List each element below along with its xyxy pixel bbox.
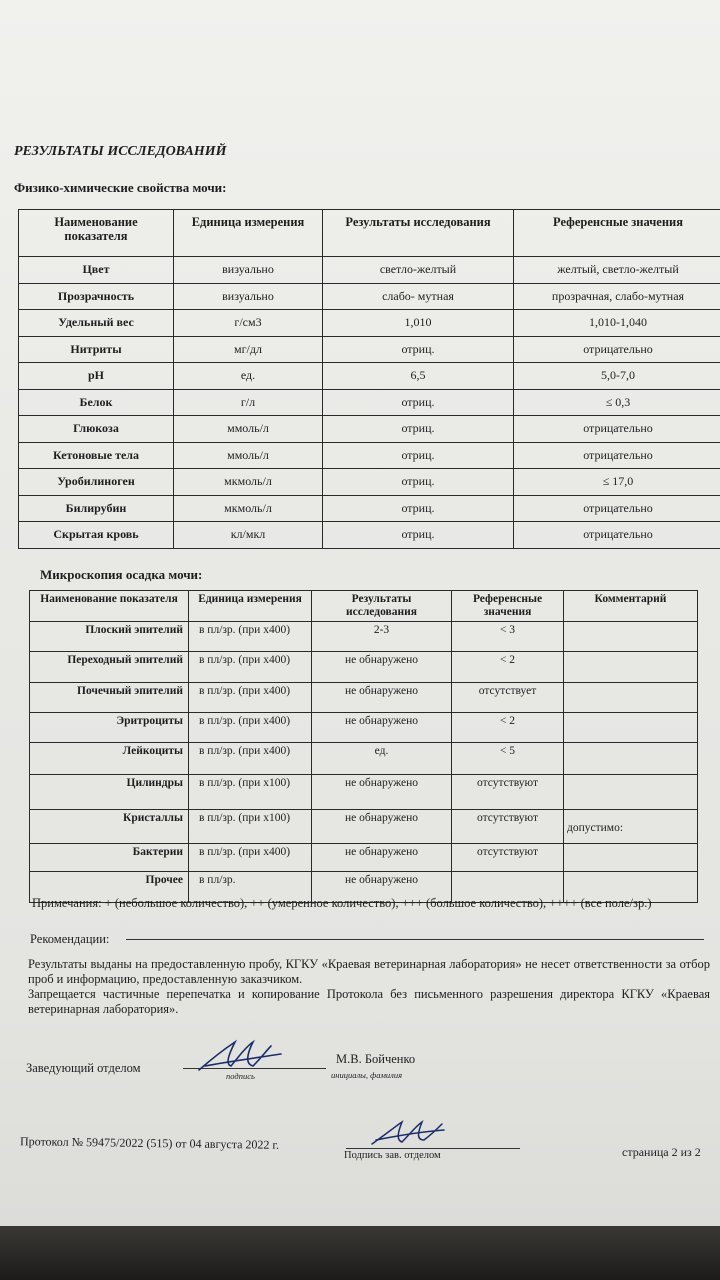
- cell-name: Прозрачность: [19, 283, 174, 310]
- cell-name: Кристаллы: [30, 810, 189, 844]
- document-title: РЕЗУЛЬТАТЫ ИССЛЕДОВАНИЙ: [14, 144, 227, 159]
- table-row: [30, 622, 698, 652]
- cell-reference: < 2: [452, 652, 564, 683]
- cell-unit: в пл/зр. (при х400): [189, 622, 312, 652]
- cell-reference: отсутствуют: [452, 810, 564, 844]
- cell-reference: < 2: [452, 713, 564, 743]
- table-row: [30, 683, 698, 713]
- cell-reference: 1,010-1,040: [514, 310, 720, 337]
- cell-result: 6,5: [323, 363, 514, 390]
- signature-role: Заведующий отделом: [26, 1061, 141, 1075]
- header-reference: Референсные значения: [514, 210, 720, 257]
- cell-reference: ≤ 0,3: [514, 389, 720, 416]
- cell-result: отриц.: [323, 442, 514, 469]
- initials-caption: инициалы, фамилия: [331, 1070, 403, 1080]
- table-row: [19, 257, 720, 284]
- cell-unit: визуально: [174, 283, 323, 310]
- cell-unit: в пл/зр. (при х100): [189, 775, 312, 810]
- cell-unit: ммоль/л: [174, 442, 323, 469]
- cell-reference: желтый, светло-желтый: [514, 257, 720, 284]
- cell-name: pH: [19, 363, 174, 390]
- cell-unit: в пл/зр. (при х400): [189, 683, 312, 713]
- cell-result: 1,010: [323, 310, 514, 337]
- cell-result: не обнаружено: [312, 775, 452, 810]
- cell-reference: отсутствуют: [452, 775, 564, 810]
- cell-name: Скрытая кровь: [19, 522, 174, 549]
- cell-result: ед.: [312, 743, 452, 775]
- microscopy-table: [29, 590, 698, 903]
- table-row: [30, 713, 698, 743]
- table-row: [30, 810, 698, 844]
- protocol-number: Протокол № 59475/2022 (515) от 04 августа 2022 г.: [19, 1134, 280, 1152]
- recommendations-line: [126, 939, 704, 940]
- cell-result: не обнаружено: [312, 683, 452, 713]
- table-row: [19, 283, 720, 310]
- cell-result: отриц.: [323, 389, 514, 416]
- section-physical-title: Физико-химические свойства мочи:: [14, 180, 227, 195]
- cell-unit: в пл/зр. (при х400): [189, 743, 312, 775]
- table-row: [30, 743, 698, 775]
- cell-unit: ммоль/л: [174, 416, 323, 443]
- header-name: Наименование показателя: [19, 210, 174, 257]
- cell-comment: [564, 683, 698, 713]
- cell-unit: г/л: [174, 389, 323, 416]
- table-row: [19, 495, 720, 522]
- cell-reference: отрицательно: [514, 336, 720, 363]
- cell-comment: [564, 743, 698, 775]
- cell-name: Эритроциты: [30, 713, 189, 743]
- cell-name: Переходный эпителий: [30, 652, 189, 683]
- cell-name: Цилиндры: [30, 775, 189, 810]
- cell-name: Билирубин: [19, 495, 174, 522]
- header-comment: Комментарий: [564, 591, 698, 622]
- cell-unit: ед.: [174, 363, 323, 390]
- disclaimer-responsibility: Результаты выданы на предоставленную пробу, КГКУ «Краевая ветеринарная лаборатория» не несет ответственности за отбор проб и информацию, предоставленную заказчиком.: [28, 957, 710, 986]
- header-unit: Единица измерения: [174, 210, 323, 257]
- table-row: [19, 442, 720, 469]
- cell-comment: [564, 844, 698, 872]
- cell-reference: отрицательно: [514, 442, 720, 469]
- cell-reference: 5,0-7,0: [514, 363, 720, 390]
- section-microscopy-title: Микроскопия осадка мочи:: [40, 567, 203, 582]
- table-row: [19, 469, 720, 496]
- cell-name: Удельный вес: [19, 310, 174, 337]
- cell-result: отриц.: [323, 416, 514, 443]
- cell-result: не обнаружено: [312, 872, 452, 903]
- cell-result: не обнаружено: [312, 713, 452, 743]
- photo-background: [0, 1226, 720, 1280]
- cell-result: отриц.: [323, 336, 514, 363]
- table-row: [19, 336, 720, 363]
- cell-name: Кетоновые тела: [19, 442, 174, 469]
- notes-text: Примечания: + (небольшое количество), ++ (умеренное количество), +++ (большое количество), ++++ (все поле/зр.): [32, 896, 652, 910]
- table-row: [30, 652, 698, 683]
- table-row: [19, 389, 720, 416]
- cell-result: отриц.: [323, 522, 514, 549]
- cell-unit: в пл/зр. (при х400): [189, 844, 312, 872]
- header-result: Результаты исследования: [312, 591, 452, 622]
- cell-comment: [564, 713, 698, 743]
- disclaimer-block: [28, 957, 710, 1017]
- cell-name: Глюкоза: [19, 416, 174, 443]
- table-header-row: [30, 591, 698, 622]
- cell-unit: визуально: [174, 257, 323, 284]
- cell-unit: в пл/зр. (при х400): [189, 652, 312, 683]
- cell-comment: [564, 622, 698, 652]
- recommendations-label: Рекомендации:: [30, 932, 110, 946]
- table-row: [19, 363, 720, 390]
- cell-unit: в пл/зр. (при х100): [189, 810, 312, 844]
- signature-caption-2: Подпись зав. отделом: [344, 1150, 441, 1161]
- cell-name: Цвет: [19, 257, 174, 284]
- cell-reference: < 3: [452, 622, 564, 652]
- physical-properties-table: [18, 209, 720, 549]
- cell-comment: [564, 652, 698, 683]
- signature-caption: подпись: [226, 1071, 255, 1081]
- cell-reference: отрицательно: [514, 495, 720, 522]
- cell-name: Почечный эпителий: [30, 683, 189, 713]
- cell-name: Нитриты: [19, 336, 174, 363]
- cell-unit: кл/мкл: [174, 522, 323, 549]
- cell-name: Белок: [19, 389, 174, 416]
- handwritten-signature: [195, 1036, 285, 1076]
- cell-reference: отрицательно: [514, 522, 720, 549]
- handwritten-signature-2: [368, 1116, 448, 1150]
- table-row: [19, 522, 720, 549]
- cell-name: Бактерии: [30, 844, 189, 872]
- cell-reference: ≤ 17,0: [514, 469, 720, 496]
- cell-unit: в пл/зр.: [189, 872, 312, 903]
- table-header-row: [19, 210, 720, 257]
- cell-unit: в пл/зр. (при х400): [189, 713, 312, 743]
- header-name: Наименование показателя: [30, 591, 189, 622]
- cell-reference: < 5: [452, 743, 564, 775]
- cell-comment: допустимо:: [564, 810, 698, 844]
- cell-name: Прочее: [30, 872, 189, 903]
- cell-result: не обнаружено: [312, 810, 452, 844]
- table-row: [30, 844, 698, 872]
- cell-name: Уробилиноген: [19, 469, 174, 496]
- table-row: [30, 775, 698, 810]
- cell-result: не обнаружено: [312, 844, 452, 872]
- header-reference: Референсные значения: [452, 591, 564, 622]
- cell-result: не обнаружено: [312, 652, 452, 683]
- cell-unit: мг/дл: [174, 336, 323, 363]
- cell-comment: [564, 775, 698, 810]
- cell-unit: г/см3: [174, 310, 323, 337]
- cell-result: 2-3: [312, 622, 452, 652]
- cell-name: Лейкоциты: [30, 743, 189, 775]
- head-name: М.В. Бойченко: [336, 1052, 416, 1066]
- disclaimer-copying: Запрещается частичные перепечатка и копирование Протокола без письменного разрешения директора КГКУ «Краевая ветеринарная лаборатория».: [28, 987, 710, 1016]
- page-number: страница 2 из 2: [622, 1145, 701, 1159]
- cell-reference: отрицательно: [514, 416, 720, 443]
- cell-result: отриц.: [323, 495, 514, 522]
- cell-reference: отсутствуют: [452, 844, 564, 872]
- cell-unit: мкмоль/л: [174, 495, 323, 522]
- table-row: [19, 416, 720, 443]
- cell-unit: мкмоль/л: [174, 469, 323, 496]
- header-result: Результаты исследования: [323, 210, 514, 257]
- header-unit: Единица измерения: [189, 591, 312, 622]
- cell-name: Плоский эпителий: [30, 622, 189, 652]
- cell-result: отриц.: [323, 469, 514, 496]
- cell-reference: отсутствует: [452, 683, 564, 713]
- cell-reference: прозрачная, слабо-мутная: [514, 283, 720, 310]
- table-row: [19, 310, 720, 337]
- cell-result: слабо- мутная: [323, 283, 514, 310]
- cell-result: светло-желтый: [323, 257, 514, 284]
